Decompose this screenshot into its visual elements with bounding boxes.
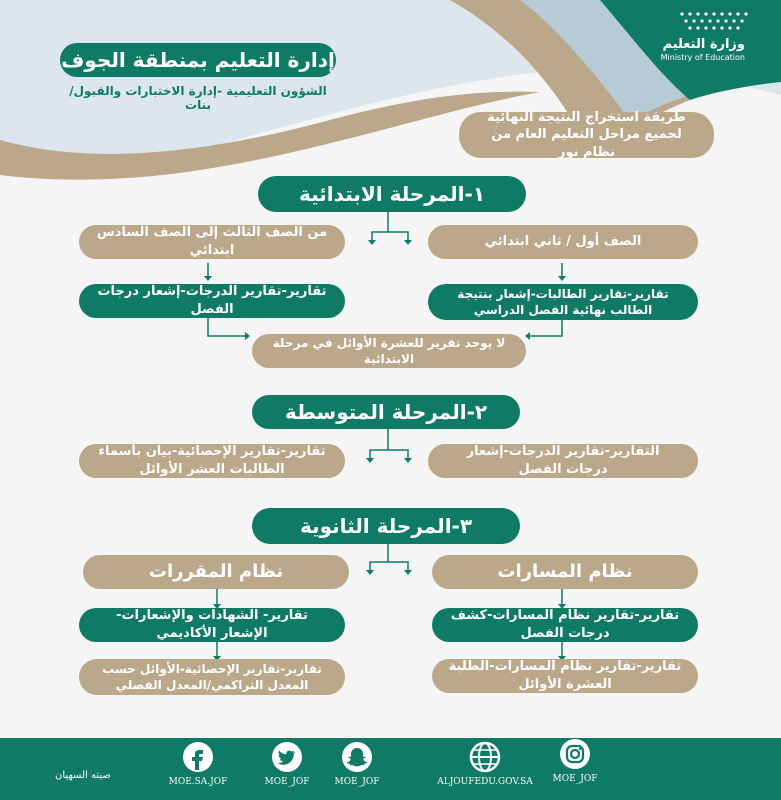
primary-grades-1-2: الصف أول / ثاني ابتدائي — [428, 225, 698, 259]
page-title: إدارة التعليم بمنطقة الجوف — [60, 43, 336, 77]
intermediate-stage-heading: ٢-المرحلة المتوسطة — [252, 395, 520, 429]
secondary-courses-report-gpa: تقارير-تقارير الإحصائية-الأوائل حسب المعدل التراكمي/المعدل الفصلي — [79, 659, 345, 695]
social-snapchat[interactable] — [312, 741, 402, 787]
primary-stage-heading: ١-المرحلة الابتدائية — [258, 176, 526, 212]
primary-grades-3-6: من الصف الثالث إلى الصف السادس ابتدائي — [79, 225, 345, 259]
intro-box: طريقة استخراج النتيجة النهائية لجميع مراحل التعليم العام من نظام نور — [459, 112, 714, 158]
globe-icon — [469, 741, 501, 773]
ministry-name-english: Ministry of Education — [660, 53, 745, 62]
ministry-name-arabic: وزارة التعليم — [662, 37, 745, 52]
secondary-tracks-report-grades: تقارير-تقارير نظام المسارات-كشف درجات الفصل — [432, 608, 698, 642]
instagram-icon — [559, 738, 591, 770]
social-label: MOE_JOF — [264, 777, 310, 787]
secondary-tracks-system: نظام المسارات — [432, 555, 698, 589]
snapchat-icon — [341, 741, 373, 773]
secondary-tracks-report-top-ten: تقارير-تقارير نظام المسارات-الطلبة العشرة الأوائل — [432, 659, 698, 693]
intermediate-report-top-ten: تقارير-تقارير الإحصائية-بيان بأسماء الطالبات العشر الأوائل — [79, 444, 345, 478]
social-label: MOE.SA.JOF — [168, 777, 228, 787]
social-label: MOE_JOF — [552, 774, 598, 784]
social-label: ALJOUFEDU.GOV.SA — [437, 777, 533, 787]
facebook-icon — [182, 741, 214, 773]
secondary-courses-report-academic: تقارير- الشهادات والإشعارات-الإشعار الأكاديمي — [79, 608, 345, 642]
primary-report-grades-3-6: تقارير-تقارير الدرجات-إشعار درجات الفصل — [79, 284, 345, 318]
page-subtitle: الشؤون التعليمية -إدارة الاختبارات والقبول/بنات — [69, 84, 327, 112]
social-label: MOE_JOF — [334, 777, 380, 787]
primary-report-grades-1-2: تقارير-تقارير الطالبات-إشعار بنتيجة الطالب نهائية الفصل الدراسي — [428, 284, 698, 320]
twitter-icon — [271, 741, 303, 773]
primary-note: لا يوجد تقرير للعشرة الأوائل في مرحلة الابتدائية — [252, 334, 526, 368]
intermediate-report-grades: التقارير-تقارير الدرجات-إشعار درجات الفصل — [428, 444, 698, 478]
secondary-courses-system: نظام المقررات — [83, 555, 349, 589]
social-instagram[interactable] — [530, 738, 620, 784]
design-credit: صيته السهيان — [55, 770, 111, 781]
secondary-stage-heading: ٣-المرحلة الثانوية — [252, 508, 520, 544]
social-facebook[interactable] — [148, 741, 248, 787]
